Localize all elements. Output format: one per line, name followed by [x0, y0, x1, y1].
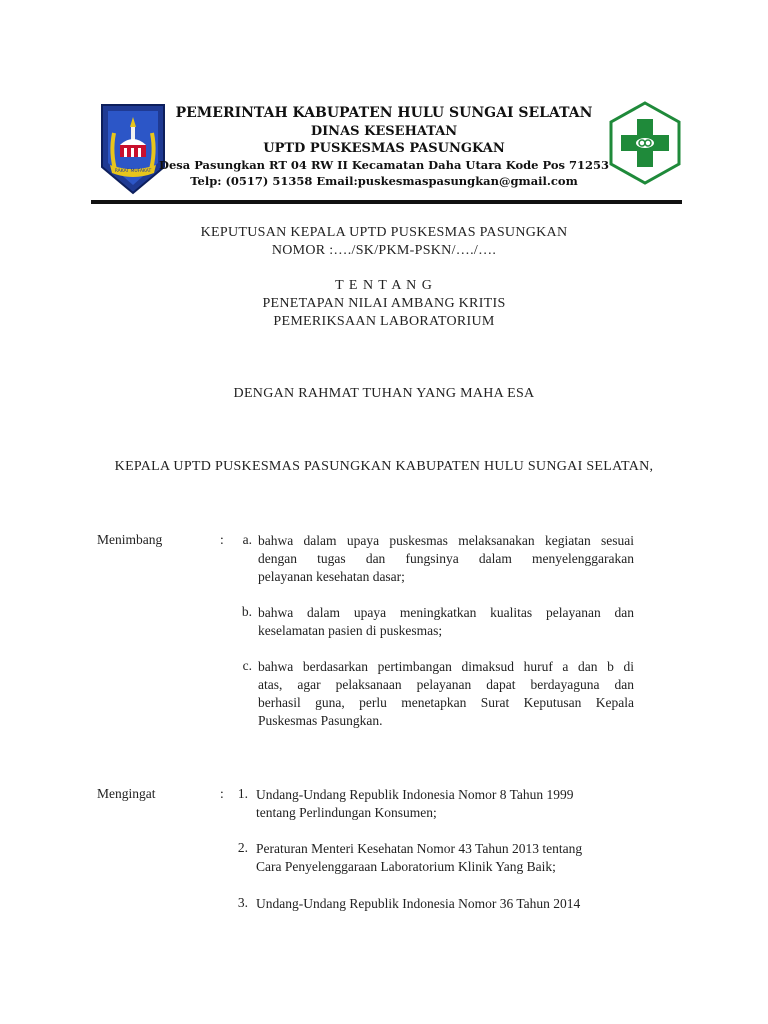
mengingat-marker-1: 1. — [237, 786, 248, 801]
letterhead-unit: UPTD PUSKESMAS PASUNGKAN — [263, 141, 505, 156]
menimbang-b-line2: keselamatan pasien di puskesmas; — [258, 623, 443, 638]
letterhead-agency: DINAS KESEHATAN — [310, 124, 458, 139]
mengingat-3-line1: Undang-Undang Republik Indonesia Nomor 36 Tahun 2014 — [256, 896, 581, 911]
menimbang-c-line3: berhasil guna, perlu menetapkan Surat Keputusan Kepala — [258, 695, 634, 710]
decree-subject-line1: PENETAPAN NILAI AMBANG KRITIS — [262, 296, 506, 311]
letterhead-address: Desa Pasungkan RT 04 RW II Kecamatan Daha Utara Kode Pos 71253 — [158, 158, 610, 172]
menimbang-a-line2: dengan tugas dan fungsinya dalam menyelenggarakan — [258, 551, 634, 566]
menimbang-label: Menimbang — [97, 532, 163, 547]
menimbang-item-a — [258, 532, 634, 586]
decree-invocation: DENGAN RAHMAT TUHAN YANG MAHA ESA — [233, 386, 535, 401]
mengingat-2-line2: Cara Penyelenggaraan Laboratorium Klinik Yang Baik; — [256, 859, 556, 874]
mengingat-1-line2: tentang Perlindungan Konsumen; — [256, 805, 437, 820]
decree-title: KEPUTUSAN KEPALA UPTD PUSKESMAS PASUNGKAN — [200, 225, 568, 240]
mengingat-1-line1: Undang-Undang Republik Indonesia Nomor 8 Tahun 1999 — [256, 787, 574, 802]
emblem-ribbon-text: RAKAT MUFAKAT — [114, 169, 152, 174]
menimbang-c-line4: Puskesmas Pasungkan. — [258, 713, 383, 728]
decree-number: NOMOR :…./SK/PKM-PSKN/…./…. — [271, 243, 497, 258]
decree-tentang: T E N T A N G — [335, 278, 433, 293]
menimbang-marker-a: a. — [242, 532, 252, 547]
menimbang-a-line3: pelayanan kesehatan dasar; — [258, 569, 405, 584]
mengingat-item-3 — [256, 895, 636, 913]
menimbang-c-line2: atas, agar pelaksanaan pelayanan dapat berdayaguna dan — [258, 677, 634, 692]
menimbang-marker-c: c. — [242, 658, 252, 673]
menimbang-a-line1: bahwa dalam upaya puskesmas melaksanakan kegiatan sesuai — [258, 533, 634, 548]
letterhead-government: PEMERINTAH KABUPATEN HULU SUNGAI SELATAN — [175, 105, 593, 121]
mengingat-marker-3: 3. — [237, 895, 248, 910]
mengingat-label: Mengingat — [97, 786, 156, 801]
decree-authority: KEPALA UPTD PUSKESMAS PASUNGKAN KABUPATEN HULU SUNGAI SELATAN, — [114, 459, 654, 474]
decree-subject-line2: PEMERIKSAAN LABORATORIUM — [273, 314, 495, 329]
menimbang-marker-b: b. — [241, 604, 252, 619]
menimbang-colon: : — [220, 532, 224, 547]
mengingat-marker-2: 2. — [237, 840, 248, 855]
mengingat-colon: : — [220, 786, 224, 801]
menimbang-item-c — [258, 658, 634, 730]
letterhead-divider — [91, 200, 682, 204]
letterhead-contact: Telp: (0517) 51358 Email:puskesmaspasungkan@gmail.com — [190, 174, 578, 188]
menimbang-b-line1: bahwa dalam upaya meningkatkan kualitas pelayanan dan — [258, 605, 634, 620]
menimbang-c-line1: bahwa berdasarkan pertimbangan dimaksud huruf a dan b di — [258, 659, 634, 674]
mengingat-item-2 — [256, 840, 636, 876]
menimbang-item-b — [258, 604, 634, 640]
mengingat-item-1 — [256, 786, 636, 822]
mengingat-2-line1: Peraturan Menteri Kesehatan Nomor 43 Tahun 2013 tentang — [256, 841, 583, 856]
